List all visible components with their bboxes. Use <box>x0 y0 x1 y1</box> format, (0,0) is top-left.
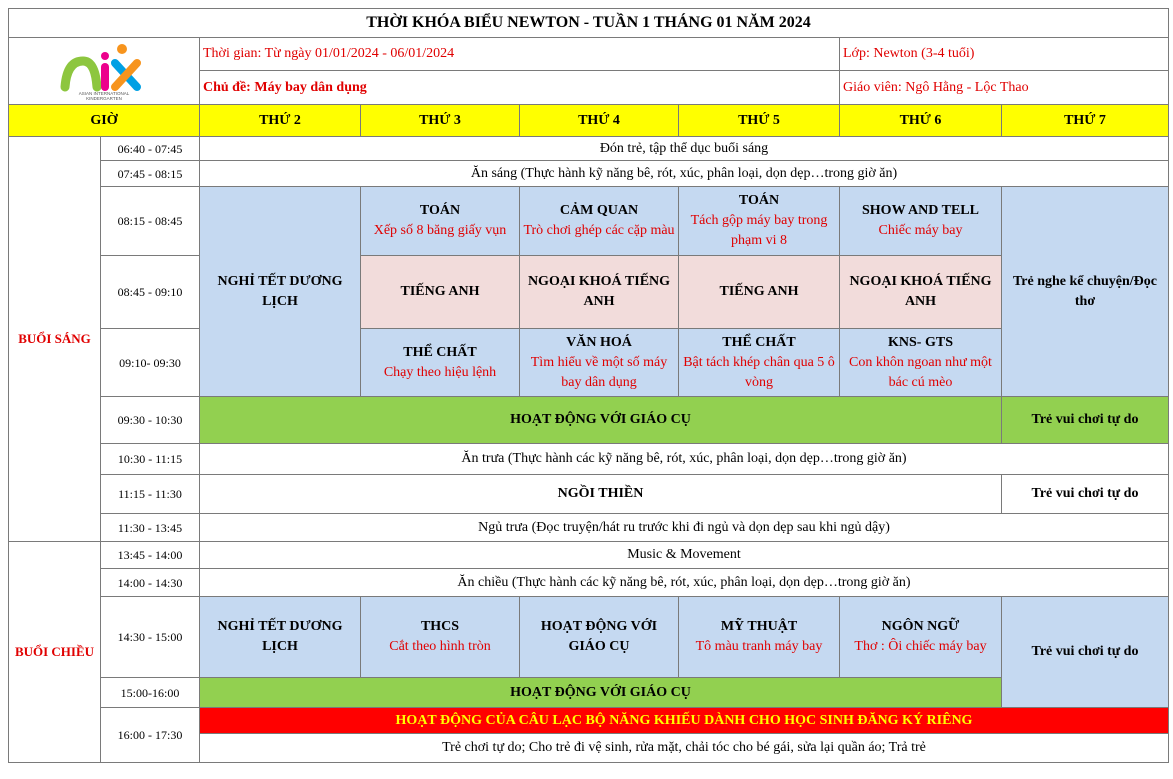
header-day-3: THỨ 3 <box>361 105 520 137</box>
class-name: Lớp: Newton (3-4 tuổi) <box>840 38 1169 71</box>
time-slot: 11:30 - 13:45 <box>101 514 200 542</box>
activity-row: Ăn chiều (Thực hành các kỹ năng bê, rót, xúc, phân loại, dọn dẹp…trong giờ ăn) <box>200 569 1169 597</box>
activity-row: Đón trẻ, tập thể dục buổi sáng <box>200 137 1169 161</box>
activity-row: Ăn trưa (Thực hành các kỹ năng bê, rót, xúc, phân loại, dọn dẹp…trong giờ ăn) <box>200 444 1169 475</box>
time-range: Thời gian: Từ ngày 01/01/2024 - 06/01/2024 <box>200 38 840 71</box>
wednesday-slot-3: VĂN HOÁ Tìm hiểu về một số máy bay dân dụng <box>520 329 679 397</box>
thursday-slot-1: TOÁN Tách gộp máy bay trong phạm vi 8 <box>679 187 840 256</box>
monday-morning: NGHỈ TẾT DƯƠNG LỊCH <box>200 187 361 397</box>
saturday-morning: Trẻ nghe kể chuyện/Đọc thơ <box>1002 187 1169 397</box>
activity-row: Music & Movement <box>200 542 1169 569</box>
wednesday-slot-2: NGOẠI KHOÁ TIẾNG ANH <box>520 256 679 329</box>
topic <box>200 71 840 105</box>
svg-text:ASIAN INTERNATIONAL: ASIAN INTERNATIONAL <box>78 91 130 96</box>
friday-slot-1: SHOW AND TELL Chiếc máy bay <box>840 187 1002 256</box>
activity-row: Ăn sáng (Thực hành kỹ năng bê, rót, xúc, phân loại, dọn dẹp…trong giờ ăn) <box>200 161 1169 187</box>
activity-row: Ngủ trưa (Đọc truyện/hát ru trước khi đi ngủ và dọn dẹp sau khi ngủ dậy) <box>200 514 1169 542</box>
header-day-4: THỨ 4 <box>520 105 679 137</box>
header-day-5: THỨ 5 <box>679 105 840 137</box>
thursday-slot-2: TIẾNG ANH <box>679 256 840 329</box>
montessori-activity-afternoon: HOẠT ĐỘNG VỚI GIÁO CỤ <box>200 678 1002 708</box>
thursday-afternoon: MỸ THUẬT Tô màu tranh máy bay <box>679 597 840 678</box>
time-slot: 08:45 - 09:10 <box>101 256 200 329</box>
tuesday-afternoon: THCS Cắt theo hình tròn <box>361 597 520 678</box>
time-slot: 09:10- 09:30 <box>101 329 200 397</box>
time-slot: 13:45 - 14:00 <box>101 542 200 569</box>
montessori-activity: HOẠT ĐỘNG VỚI GIÁO CỤ <box>200 397 1002 444</box>
time-slot: 11:15 - 11:30 <box>101 475 200 514</box>
activity-row: Trẻ chơi tự do; Cho trẻ đi vệ sinh, rửa mặt, chải tóc cho bé gái, sửa lại quần áo; Trả trẻ <box>200 734 1169 763</box>
friday-afternoon: NGÔN NGỮ Thơ : Ôi chiếc máy bay <box>840 597 1002 678</box>
svg-text:KINDERGARTEN: KINDERGARTEN <box>86 96 122 101</box>
friday-slot-3: KNS- GTS Con khôn ngoan như một bác cú mèo <box>840 329 1002 397</box>
saturday-free-play: Trẻ vui chơi tự do <box>1002 397 1169 444</box>
thursday-slot-3: THỂ CHẤT Bật tách khép chân qua 5 ô vòng <box>679 329 840 397</box>
time-slot: 14:00 - 14:30 <box>101 569 200 597</box>
tuesday-slot-1: TOÁN Xếp số 8 băng giấy vụn <box>361 187 520 256</box>
timetable <box>8 8 1169 763</box>
time-slot: 16:00 - 17:30 <box>101 708 200 763</box>
saturday-free-play: Trẻ vui chơi tự do <box>1002 475 1169 514</box>
time-slot: 09:30 - 10:30 <box>101 397 200 444</box>
meditation: NGỒI THIỀN <box>200 475 1002 514</box>
time-slot: 06:40 - 07:45 <box>101 137 200 161</box>
header-day-6: THỨ 6 <box>840 105 1002 137</box>
wednesday-afternoon: HOẠT ĐỘNG VỚI GIÁO CỤ <box>520 597 679 678</box>
header-time: GIỜ <box>9 105 200 137</box>
tuesday-slot-2: TIẾNG ANH <box>361 256 520 329</box>
session-afternoon: BUỔI CHIỀU <box>9 542 101 763</box>
saturday-afternoon: Trẻ vui chơi tự do <box>1002 597 1169 708</box>
talent-club-banner: HOẠT ĐỘNG CỦA CÂU LẠC BỘ NĂNG KHIẾU DÀNH CHO HỌC SINH ĐĂNG KÝ RIÊNG <box>200 708 1169 734</box>
tuesday-slot-3: THỂ CHẤT Chạy theo hiệu lệnh <box>361 329 520 397</box>
logo-cell <box>9 38 200 105</box>
teacher: Giáo viên: Ngô Hằng - Lộc Thao <box>840 71 1169 105</box>
monday-afternoon: NGHỈ TẾT DƯƠNG LỊCH <box>200 597 361 678</box>
time-slot: 14:30 - 15:00 <box>101 597 200 678</box>
friday-slot-2: NGOẠI KHOÁ TIẾNG ANH <box>840 256 1002 329</box>
school-logo <box>59 41 149 101</box>
page-title: THỜI KHÓA BIỂU NEWTON - TUẦN 1 THÁNG 01 NĂM 2024 <box>9 9 1169 38</box>
header-day-2: THỨ 2 <box>200 105 361 137</box>
session-morning: BUỔI SÁNG <box>9 137 101 542</box>
time-slot: 07:45 - 08:15 <box>101 161 200 187</box>
topic-label: Chủ đề: <box>203 79 255 95</box>
time-slot: 10:30 - 11:15 <box>101 444 200 475</box>
topic-value: Máy bay dân dụng <box>254 79 367 95</box>
time-slot: 08:15 - 08:45 <box>101 187 200 256</box>
wednesday-slot-1: CẢM QUAN Trò chơi ghép các cặp màu <box>520 187 679 256</box>
time-slot: 15:00-16:00 <box>101 678 200 708</box>
header-day-7: THỨ 7 <box>1002 105 1169 137</box>
